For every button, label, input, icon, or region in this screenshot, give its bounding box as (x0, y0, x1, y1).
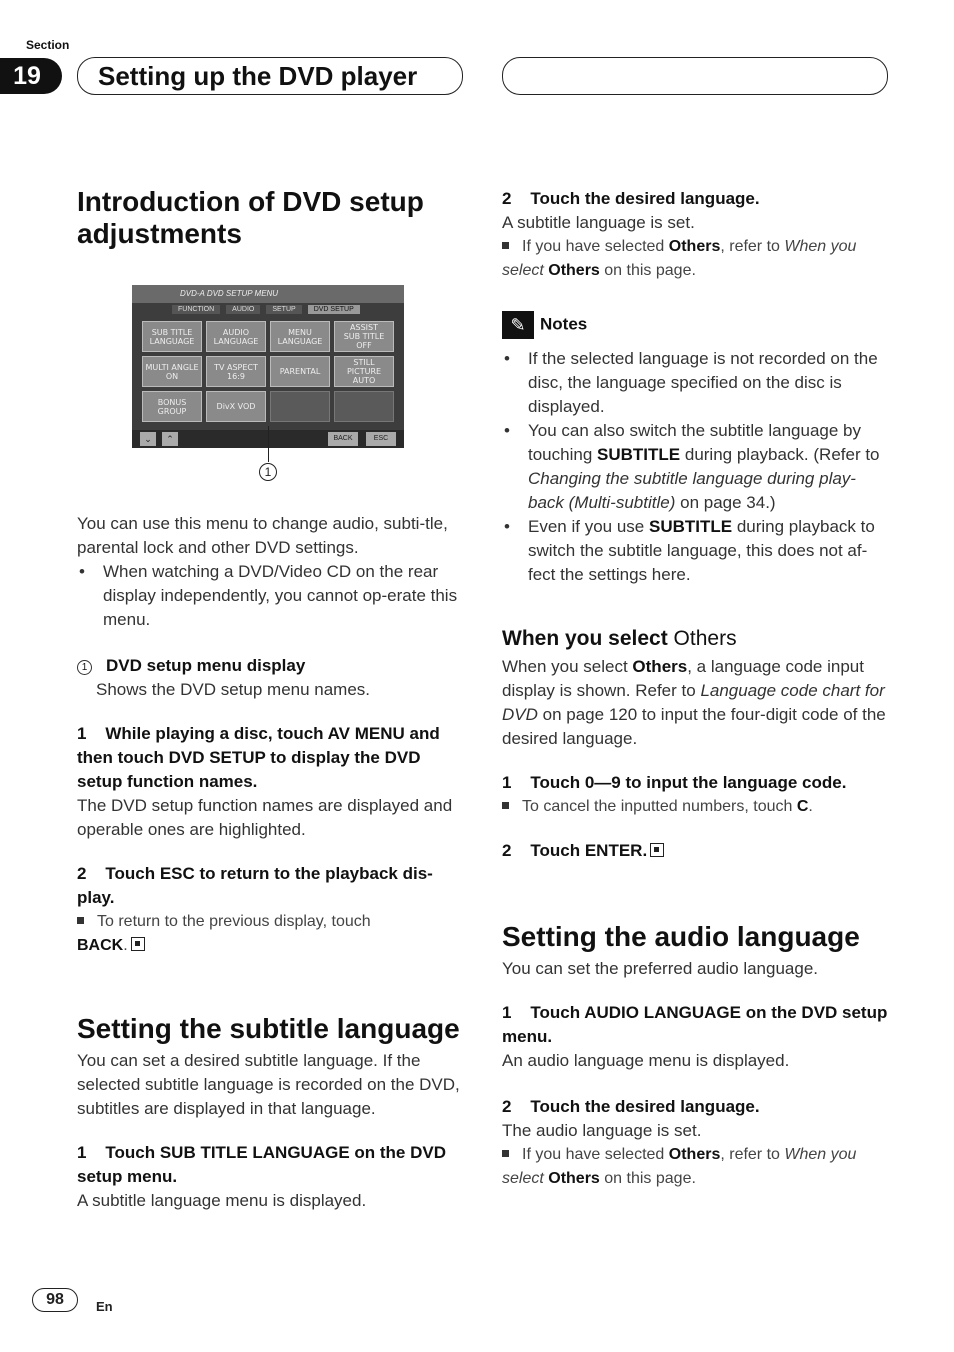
screen-tab-active: DVD SETUP (308, 305, 360, 314)
language-code: En (96, 1299, 113, 1314)
chapter-title: Setting up the DVD player (77, 57, 463, 95)
square-bullet-icon (502, 802, 509, 809)
note-item: • Even if you use SUBTITLE during playback to switch the subtitle language, this does not af-fect the settings here. (502, 515, 890, 587)
subtitle-step-1: 1 Touch SUB TITLE LANGUAGE on the DVD setup menu. (77, 1143, 446, 1186)
screen-menu-cell: MULTI ANGLE ON (142, 356, 202, 387)
dvd-setup-menu-screenshot (132, 285, 404, 448)
intro-step-1: 1 While playing a disc, touch AV MENU and then touch DVD SETUP to display the DVD setup function names. (77, 724, 440, 791)
screen-tab: SETUP (266, 305, 301, 314)
subtitle-step-1-desc: A subtitle language menu is displayed. (77, 1191, 367, 1210)
callout-item-desc: Shows the DVD setup menu names. (96, 680, 371, 699)
others-title: When you select Others (502, 627, 737, 650)
screen-menu-cell: ASSIST SUB TITLE OFF (334, 321, 394, 352)
square-bullet-icon (502, 242, 509, 249)
screen-menu-cell-empty (270, 391, 330, 422)
intro-title: Introduction of DVD setup adjustments (77, 186, 424, 249)
intro-step-2-note: To return to the previous display, touch BACK. (77, 913, 371, 954)
screen-menu-cell: SUB TITLE LANGUAGE (142, 321, 202, 352)
screen-tabs (172, 305, 360, 314)
screen-menu-cell: STILL PICTURE AUTO (334, 356, 394, 387)
audio-step-1: 1 Touch AUDIO LANGUAGE on the DVD setup menu. (502, 1003, 888, 1046)
screen-menu-cell: TV ASPECT 16:9 (206, 356, 266, 387)
screen-title-bar: DVD-A DVD SETUP MENU (132, 285, 404, 303)
subtitle-section (77, 1013, 465, 1213)
intro-step-1-desc: The DVD setup function names are displayed and operable ones are highlighted. (77, 796, 453, 839)
audio-title: Setting the audio language (502, 921, 860, 952)
screen-menu-cell: DivX VOD (206, 391, 266, 422)
screen-menu-cell-empty (334, 391, 394, 422)
screen-tab: AUDIO (226, 305, 260, 314)
end-mark-icon (131, 937, 145, 951)
others-step-1-note: To cancel the inputted numbers, touch C. (502, 795, 890, 819)
right-column (502, 187, 890, 863)
page-number: 98 (32, 1288, 78, 1312)
section-label: Section (26, 38, 70, 52)
subtitle-step-2-note: If you have selected Others, refer to When you select Others on this page. (502, 238, 857, 279)
screen-tab: FUNCTION (172, 305, 220, 314)
subtitle-paragraph: You can set a desired subtitle language. If the selected subtitle language is recorded on the DVD, subtitles are displayed in that language. (77, 1051, 460, 1118)
others-step-2: 2 Touch ENTER. (502, 839, 890, 863)
subtitle-step-2-desc: A subtitle language is set. (502, 213, 695, 232)
screen-menu-cell: BONUS GROUP (142, 391, 202, 422)
audio-paragraph: You can set the preferred audio language. (502, 959, 819, 978)
others-paragraph: When you select Others, a language code input display is shown. Refer to Language code chart for DVD on page 120 to input the four-digit code of the desired language. (502, 657, 886, 748)
audio-step-2: 2 Touch the desired language. (502, 1097, 760, 1116)
intro-body (77, 512, 465, 958)
left-column (77, 186, 465, 250)
note-item: • If the selected language is not recorded on the disc, the language specified on the disc is displayed. (502, 347, 890, 419)
notes-header: ✎ Notes (502, 311, 890, 339)
callout-item-title: 1 DVD setup menu display (77, 654, 465, 678)
subtitle-title: Setting the subtitle language (77, 1013, 460, 1044)
screen-back-button: BACK (328, 432, 358, 446)
screen-menu-cell: MENU LANGUAGE (270, 321, 330, 352)
subtitle-step-2: 2 Touch the desired language. (502, 189, 760, 208)
screen-esc-button: ESC (366, 432, 396, 446)
audio-step-2-note: If you have selected Others, refer to When you select Others on this page. (502, 1146, 857, 1187)
pencil-icon: ✎ (502, 311, 534, 339)
chevron-up-icon: ⌃ (162, 432, 178, 446)
intro-bullet: • When watching a DVD/Video CD on the rear display independently, you cannot op-erate this menu. (77, 560, 465, 632)
square-bullet-icon (502, 1150, 509, 1157)
screen-menu-grid (142, 321, 394, 422)
audio-step-2-desc: The audio language is set. (502, 1121, 702, 1140)
callout-number: 1 (259, 463, 277, 481)
square-bullet-icon (77, 917, 84, 924)
others-step-1: 1 Touch 0—9 to input the language code. (502, 773, 847, 792)
header-empty-box (502, 57, 888, 95)
section-number-badge: 19 (0, 58, 62, 94)
end-mark-icon (650, 843, 664, 857)
screen-menu-cell: PARENTAL (270, 356, 330, 387)
intro-bullets (77, 560, 465, 632)
note-item: • You can also switch the subtitle language by touching SUBTITLE during playback. (Refer to Changing the subtitle language during play-back (Multi-subtitle) on page 34.) (502, 419, 890, 515)
intro-step-2: 2 Touch ESC to return to the playback dis-play. (77, 864, 433, 907)
audio-section (502, 921, 890, 1191)
callout-line (268, 426, 269, 462)
screen-menu-cell: AUDIO LANGUAGE (206, 321, 266, 352)
audio-step-1-desc: An audio language menu is displayed. (502, 1051, 790, 1070)
notes-list (502, 347, 890, 587)
intro-paragraph: You can use this menu to change audio, subti-tle, parental lock and other DVD settings. (77, 514, 448, 557)
chevron-down-icon: ⌄ (140, 432, 156, 446)
